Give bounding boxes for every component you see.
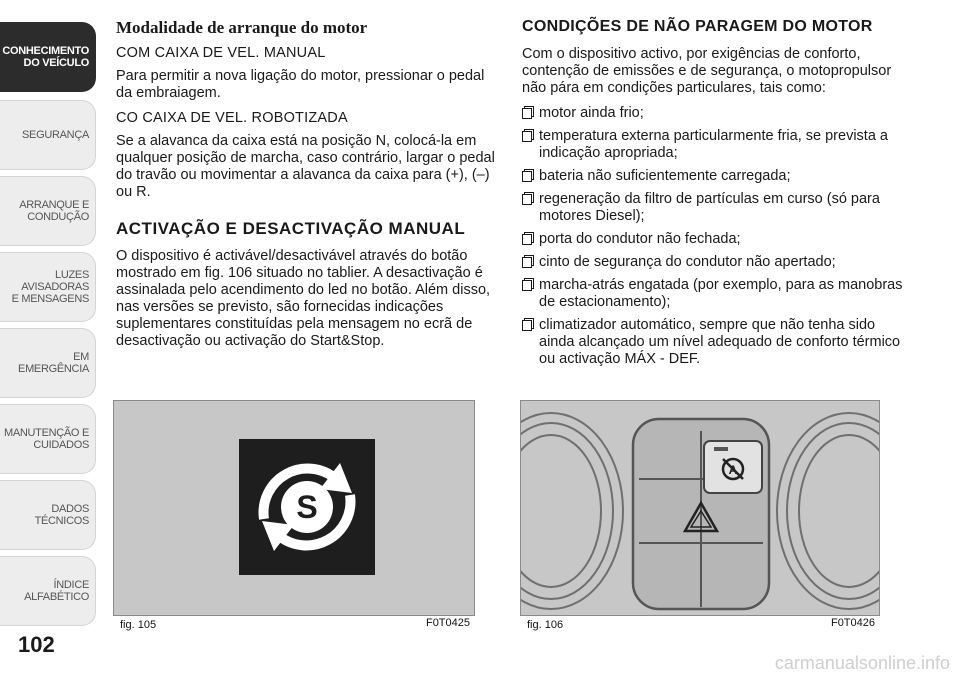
subheading-caixa-robotizada: CO CAIXA DE VEL. ROBOTIZADA xyxy=(116,110,348,126)
dashboard-button-illustration xyxy=(521,401,879,615)
paragraph-caixa-manual: Para permitir a nova ligação do motor, pressionar o pedal da embraiagem. xyxy=(116,68,485,101)
list-item: cinto de segurança do condutor não apertado; xyxy=(522,254,912,271)
paragraph-caixa-robotizada: Se a alavanca da caixa está na posição N, colocá-la em qualquer posição de marcha, caso contrário, largar o pedal do travão ou movimentar a alavanca da caixa para (+), (–) ou R. xyxy=(116,133,495,200)
list-item: temperatura externa particularmente fria, se prevista a indicação apropriada; xyxy=(522,128,912,162)
figure-105-code: F0T0425 xyxy=(425,617,470,629)
checkbox-bullet-icon xyxy=(522,257,532,268)
list-item: bateria não suficientemente carregada; xyxy=(522,168,912,185)
right-column xyxy=(522,18,912,374)
tab-luzes-avisadoras[interactable]: LUZES AVISADORAS E MENSAGENS xyxy=(0,252,96,322)
checkbox-bullet-icon xyxy=(522,171,532,182)
tab-manutencao-e-cuidados[interactable]: MANUTENÇÃO E CUIDADOS xyxy=(0,404,96,474)
subheading-caixa-manual: COM CAIXA DE VEL. MANUAL xyxy=(116,45,326,61)
list-item: motor ainda frio; xyxy=(522,105,912,122)
figure-105-caption: fig. 105 xyxy=(120,619,157,631)
figure-106 xyxy=(520,400,880,631)
list-item: marcha-atrás engatada (por exemplo, para as manobras de estacionamento); xyxy=(522,277,912,311)
heading-modalidade-arranque: Modalidade de arranque do motor xyxy=(116,18,368,37)
conditions-list xyxy=(522,105,912,368)
heading-condicoes-nao-paragem: CONDIÇÕES DE NÃO PARAGEM DO MOTOR xyxy=(522,18,873,35)
left-column xyxy=(116,18,500,358)
tab-arranque-e-conducao[interactable]: ARRANQUE E CONDUÇÃO xyxy=(0,176,96,246)
tab-indice-alfabetico[interactable]: ÍNDICE ALFABÉTICO xyxy=(0,556,96,626)
start-stop-s-letter: S xyxy=(296,489,318,525)
tab-seguranca[interactable]: SEGURANÇA xyxy=(0,100,96,170)
checkbox-bullet-icon xyxy=(522,320,532,331)
tab-dados-tecnicos[interactable]: DADOS TÉCNICOS xyxy=(0,480,96,550)
svg-text:A: A xyxy=(728,463,738,477)
watermark: carmanualsonline.info xyxy=(774,653,950,673)
paragraph-activacao: O dispositivo é activável/desactivável através do botão mostrado em fig. 106 situado no tablier. A desactivação é assinalada pelo acendimento do led no botão. Além disso, nas versões se previsto, são fornecidas indicações suplementares constituídas pela mensagem no ecrã de desactivação ou activação do Start&Stop. xyxy=(116,248,491,349)
figure-106-caption: fig. 106 xyxy=(527,619,564,631)
list-item: climatizador automático, sempre que não tenha sido ainda alcançado um nível adequado de conforto térmico ou activação MÁX - DEF. xyxy=(522,317,912,368)
heading-activacao-desactivacao: ACTIVAÇÃO E DESACTIVAÇÃO MANUAL xyxy=(116,219,466,238)
paragraph-intro-condicoes: Com o dispositivo activo, por exigências de conforto, contenção de emissões e de segurança, o motopropulsor não pára em condições particulares, tais como: xyxy=(522,46,892,96)
page-number: 102 xyxy=(18,632,55,657)
checkbox-bullet-icon xyxy=(522,194,532,205)
start-stop-symbol-illustration xyxy=(114,401,474,615)
list-item: porta do condutor não fechada; xyxy=(522,231,912,248)
figure-105 xyxy=(113,400,475,631)
checkbox-bullet-icon xyxy=(522,108,532,119)
figure-106-code: F0T0426 xyxy=(830,617,875,629)
tab-em-emergencia[interactable]: EM EMERGÊNCIA xyxy=(0,328,96,398)
tab-conhecimento-do-veiculo[interactable]: CONHECIMENTO DO VEÍCULO xyxy=(0,22,96,92)
list-item: regeneração da filtro de partículas em curso (só para motores Diesel); xyxy=(522,191,912,225)
checkbox-bullet-icon xyxy=(522,234,532,245)
checkbox-bullet-icon xyxy=(522,131,532,142)
checkbox-bullet-icon xyxy=(522,280,532,291)
